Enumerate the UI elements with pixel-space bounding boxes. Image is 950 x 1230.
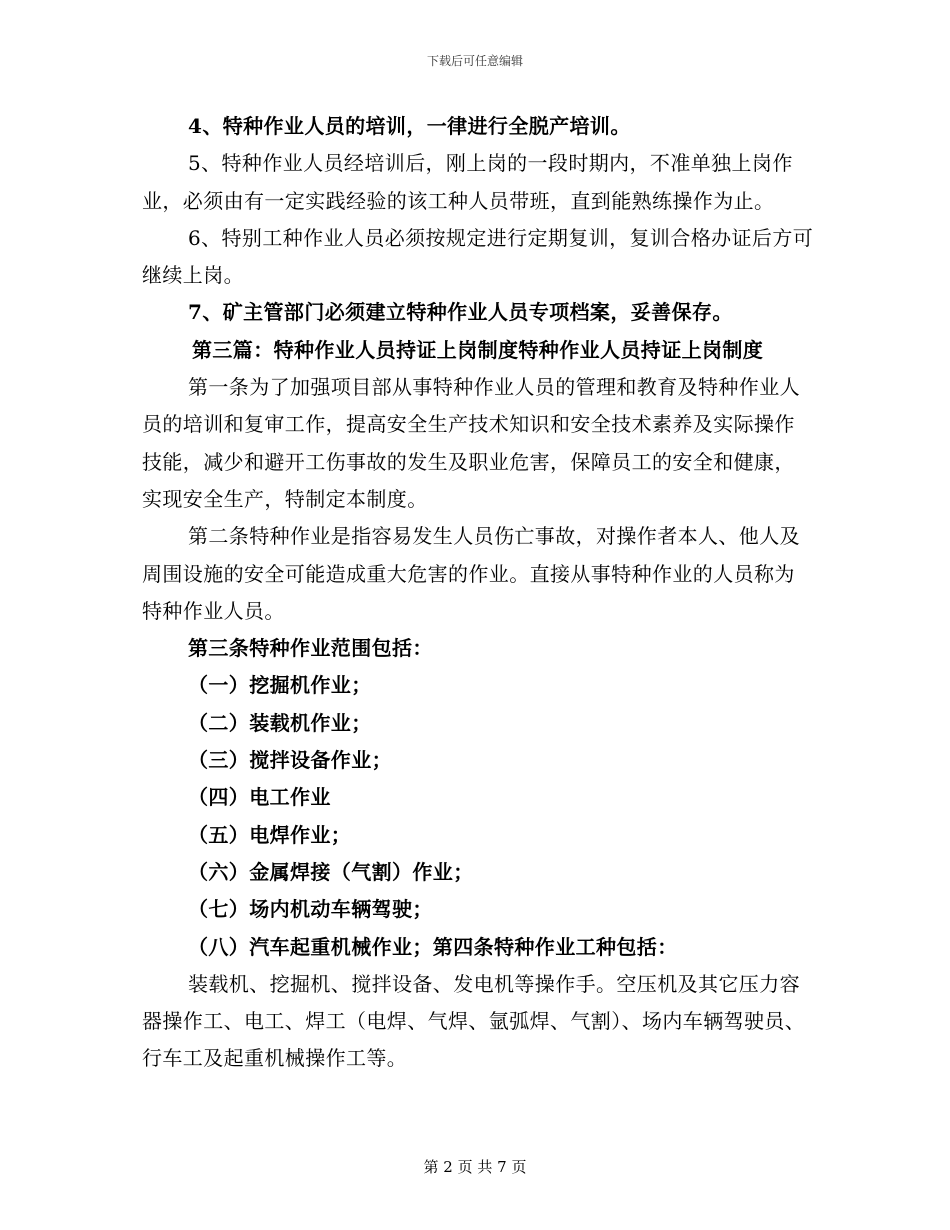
list-item: （四）电工作业 — [188, 785, 331, 810]
list-item: （八）汽车起重机械作业；第四条特种作业工种包括： — [188, 934, 678, 959]
paragraph-6: 6、特别工种作业人员必须按规定进行定期复训，复训合格办证后方可继续上岗。 — [142, 225, 814, 288]
header-note: 下载后可任意编辑 — [426, 54, 523, 68]
article-4-text: 装载机、挖掘机、搅拌设备、发电机等操作手。空压机及其它压力容器操作工、电工、焊工（电焊、气焊、氩弧焊、气割）、场内车辆驾驶员、行车工及起重机械操作工等。 — [142, 971, 806, 1071]
document-body — [142, 108, 814, 1078]
list-item: （二）装载机作业； — [188, 710, 372, 735]
article-1: 第一条为了加强项目部从事特种作业人员的管理和教育及特种作业人员的培训和复审工作，提高安全生产技术知识和安全技术素养及实际操作技能，减少和避开工伤事故的发生及职业危害，保障员工的安全和健康，实现安全生产，特制定本制度。 — [142, 375, 800, 511]
list-item: （三）搅拌设备作业； — [188, 748, 392, 773]
page-indicator: 第 2 页 共 7 页 — [423, 1158, 527, 1176]
section-title: 第三篇：特种作业人员持证上岗制度特种作业人员持证上岗制度 — [192, 337, 764, 362]
list-item: （五）电焊作业； — [188, 822, 352, 847]
paragraph-5: 5、特种作业人员经培训后，刚上岗的一段时期内，不准单独上岗作业，必须由有一定实践经验的该工种人员带班，直到能熟练操作为止。 — [142, 151, 793, 213]
list-item: （七）场内机动车辆驾驶； — [188, 897, 433, 922]
article-2: 第二条特种作业是指容易发生人员伤亡事故，对操作者本人、他人及周围设施的安全可能造成重大危害的作业。直接从事特种作业的人员称为特种作业人员。 — [142, 524, 800, 623]
paragraph-7: 7、矿主管部门必须建立特种作业人员专项档案，妥善保存。 — [188, 300, 733, 325]
paragraph-4: 4、特种作业人员的培训，一律进行全脱产培训。 — [188, 114, 631, 138]
list-item: （一）挖掘机作业； — [188, 673, 372, 698]
list-item: （六）金属焊接（气割）作业； — [188, 859, 474, 884]
article-3-heading: 第三条特种作业范围包括： — [188, 636, 433, 661]
